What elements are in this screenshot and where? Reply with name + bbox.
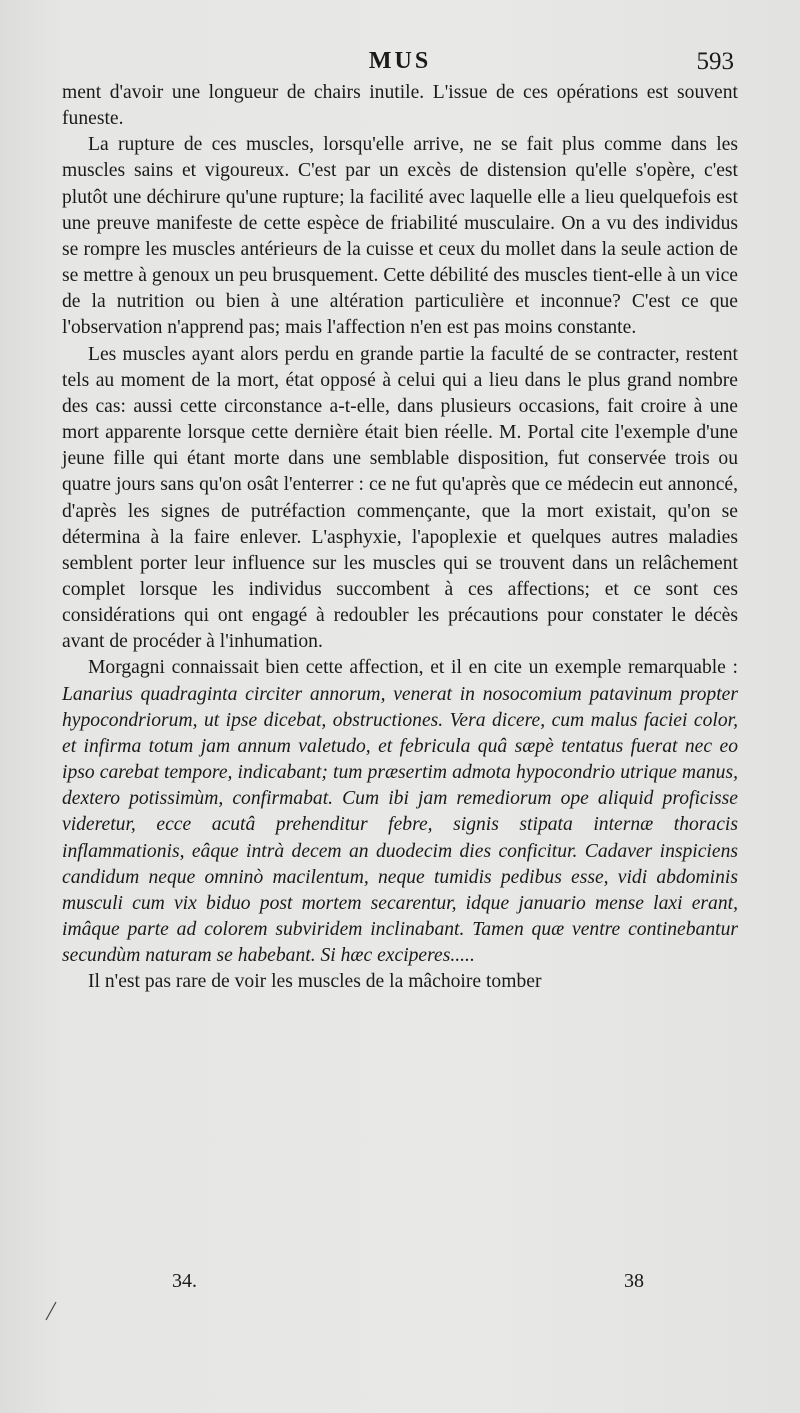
- paragraph-5: Il n'est pas rare de voir les muscles de la mâchoire tomber: [88, 971, 542, 993]
- signature-mark-left: 34.: [172, 1270, 197, 1292]
- signature-mark-right: 38: [624, 1270, 644, 1292]
- pencil-mark-icon: [44, 1300, 58, 1322]
- page-number: 593: [696, 48, 734, 75]
- page-header: [62, 46, 738, 80]
- paragraph-2: La rupture de ces muscles, lorsqu'elle arrive, ne se fait plus comme dans les muscles sains et vigoureux. C'est par un excès de distension qu'elle s'opère, c'est plutôt une déchirure qu'une rupture; la facilité avec laquelle elle a lieu quelquefois est une preuve manifeste de cette espèce de friabilité musculaire. On a vu des individus se rompre les muscles antérieurs de la cuisse et ceux du mollet dans la seule action de se mettre à genoux un peu brusquement. Cette débilité des muscles tient-elle à un vice de la nutrition ou bien à une altération particulière et inconnue? C'est ce que l'observation n'apprend pas; mais l'affection n'en est pas moins constante.: [62, 134, 738, 339]
- paragraph-4-intro: Morgagni connaissait bien cette affection, et il en cite un exemple remarquable :: [88, 657, 738, 679]
- paragraph-4: [62, 655, 738, 969]
- latin-quotation: Lanarius quadraginta circiter annorum, venerat in nosocomium patavinum propter hypocondriorum, ut ipse dicebat, obstructiones. Vera dicere, cum malus faciei color, et infirma totum jam annum valetudo, et febricula quâ sæpè tentatus fuerat nec eo ipso carebat tempore, indicabant; tum præsertim admota hypocondrio utrique manus, dextero potissimùm, confirmabat. Cum ibi jam remediorum ope aliquid proficisse videretur, ecce acutâ prehenditur febre, signis stipata internæ thoracis inflammationis, eâque intrà decem an duodecim dies conficitur. Cadaver inspiciens candidum neque omninò macilentum, neque tumidis pedibus esse, vidi abdominis musculi cum vix biduo post mortem secarentur, idque januario mense laxi erant, imâque parte ad colorem subviridem inclinabant. Tamen quæ ventre continebantur secundùm naturam se habebant. Si hæc exciperes.....: [62, 683, 738, 967]
- paragraph-1: ment d'avoir une longueur de chairs inutile. L'issue de ces opérations est souvent funeste.: [62, 82, 738, 130]
- paragraph-3: Les muscles ayant alors perdu en grande partie la faculté de se contracter, restent tels au moment de la mort, état opposé à celui qui a lieu dans le plus grand nombre des cas: aussi cette circonstance a-t-elle, dans plusieurs occasions, fait croire à une mort apparente lorsque cette dernière était bien réelle. M. Portal cite l'exemple d'une jeune fille qui étant morte dans une semblable disposition, fut conservée trois ou quatre jours sans qu'on osât l'enterrer : ce ne fut qu'après que ce médecin eut annoncé, d'après les signes de putréfaction commençante, que la mort existait, qu'on se détermina à la faire enlever. L'asphyxie, l'apoplexie et quelques autres maladies semblent porter leur influence sur les muscles qui se trouvent dans un relâchement complet lorsque les individus succombent à ces affections; et ce sont ces considérations qui ont engagé à redoubler les précautions pour constater le décès avant de procéder à l'inhumation.: [62, 343, 738, 653]
- page-footer: [62, 1270, 738, 1300]
- running-head: MUS: [368, 48, 432, 74]
- body-text: [62, 80, 738, 995]
